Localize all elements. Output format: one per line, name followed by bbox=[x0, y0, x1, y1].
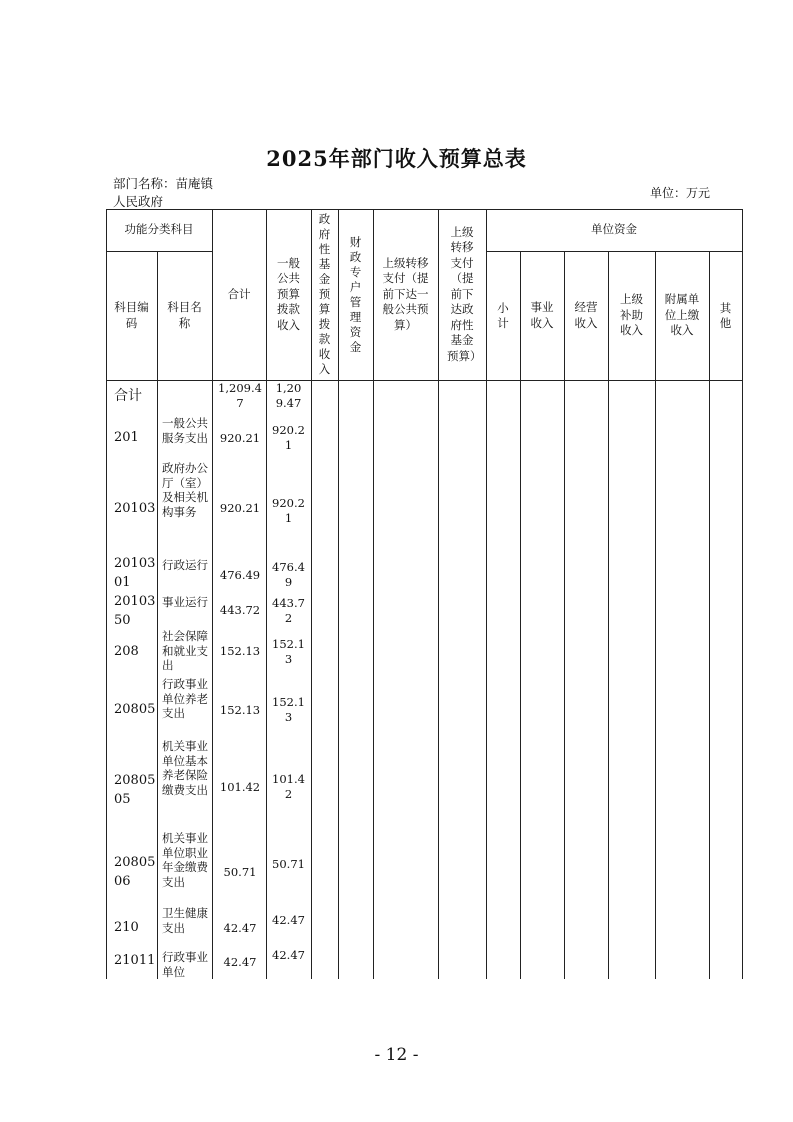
row-name: 行政运行 bbox=[162, 558, 208, 572]
row-total: 1,209.47 bbox=[218, 381, 262, 410]
unit-label: 单位：万元 bbox=[650, 186, 711, 200]
header-upper-general: 上级转移支付（提前下达一般公共预算） bbox=[382, 255, 429, 332]
row-general: 920.21 bbox=[272, 496, 305, 525]
header-subject-code: 科目编码 bbox=[114, 300, 149, 330]
header-unit-fund: 单位资金 bbox=[591, 222, 637, 237]
row-code: 20103 bbox=[114, 501, 156, 516]
header-general-budget: 一般公共预算拨款收入 bbox=[277, 255, 300, 332]
row-name: 机关事业单位基本养老保险缴费支出 bbox=[162, 739, 208, 797]
row-code: 2010350 bbox=[114, 594, 156, 628]
header-subtotal: 小计 bbox=[497, 300, 509, 330]
header-upper-subsidy: 上级补助收入 bbox=[620, 292, 643, 338]
row-general: 152.13 bbox=[272, 637, 305, 666]
header-business-income: 事业收入 bbox=[530, 300, 554, 330]
row-general: 42.47 bbox=[272, 913, 305, 927]
row-code: 2010301 bbox=[114, 556, 156, 590]
header-total: 合计 bbox=[227, 286, 251, 301]
row-name: 社会保障和就业支出 bbox=[162, 629, 208, 672]
row-code: 2080506 bbox=[114, 855, 156, 889]
row-total: 152.13 bbox=[219, 644, 261, 658]
header-upper-fund: 上级转移支付（提前下达政府性基金预算） bbox=[447, 224, 482, 363]
header-subtotal-cell bbox=[486, 251, 520, 380]
row-general: 152.13 bbox=[272, 695, 305, 724]
header-special-fund: 财政专户管理资金 bbox=[349, 234, 362, 354]
row-general: 101.42 bbox=[272, 772, 305, 801]
row-name: 机关事业单位职业年金缴费支出 bbox=[162, 831, 208, 889]
row-name: 事业运行 bbox=[162, 595, 208, 609]
header-other-cell bbox=[709, 251, 742, 380]
header-subject-name: 科目名称 bbox=[167, 300, 202, 330]
row-total: 152.13 bbox=[219, 703, 261, 717]
page-title: 2025年部门收入预算总表 bbox=[266, 146, 527, 171]
header-gov-fund-cell bbox=[311, 209, 338, 380]
row-general: 920.21 bbox=[272, 423, 305, 452]
page-number: - 12 - bbox=[374, 1045, 419, 1065]
col-border-14 bbox=[742, 209, 743, 979]
row-code: 210 bbox=[114, 920, 139, 935]
header-affiliated-income: 附属单位上缴收入 bbox=[664, 292, 700, 338]
row-total: 476.49 bbox=[219, 568, 261, 582]
row-code: 208 bbox=[114, 644, 139, 659]
row-code: 合计 bbox=[114, 388, 142, 404]
row-code: 21011 bbox=[114, 953, 156, 968]
row-name: 行政事业单位养老支出 bbox=[162, 677, 208, 720]
header-special-fund-cell bbox=[338, 209, 373, 380]
row-general: 443.72 bbox=[272, 596, 305, 625]
header-gov-fund: 政府性基金预算拨款收入 bbox=[318, 212, 331, 376]
row-total: 920.21 bbox=[219, 501, 261, 515]
row-general: 42.47 bbox=[272, 948, 305, 962]
row-total: 50.71 bbox=[223, 865, 257, 879]
header-operating-income: 经营收入 bbox=[574, 300, 598, 330]
row-name: 卫生健康支出 bbox=[162, 906, 208, 935]
row-code: 20805 bbox=[114, 702, 156, 717]
header-other: 其他 bbox=[719, 300, 732, 330]
row-name: 政府办公厅（室）及相关机构事务 bbox=[162, 461, 208, 519]
row-total: 101.42 bbox=[219, 780, 261, 794]
row-total: 920.21 bbox=[219, 431, 261, 445]
row-total: 42.47 bbox=[223, 955, 257, 969]
row-name: 行政事业单位 bbox=[162, 950, 208, 979]
row-general: 50.71 bbox=[272, 857, 305, 871]
row-code: 2080505 bbox=[114, 773, 156, 807]
budget-table bbox=[106, 209, 742, 979]
row-code: 201 bbox=[114, 430, 139, 445]
row-total: 443.72 bbox=[219, 603, 261, 617]
department-name: 部门名称：苗庵镇人民政府 bbox=[113, 176, 214, 209]
header-bottom-border bbox=[106, 380, 742, 381]
row-name: 一般公共服务支出 bbox=[162, 416, 208, 445]
row-total: 42.47 bbox=[223, 921, 257, 935]
row-general: 476.49 bbox=[272, 560, 305, 589]
header-func-class: 功能分类科目 bbox=[124, 222, 194, 237]
row-general: 1,209.47 bbox=[275, 381, 302, 410]
